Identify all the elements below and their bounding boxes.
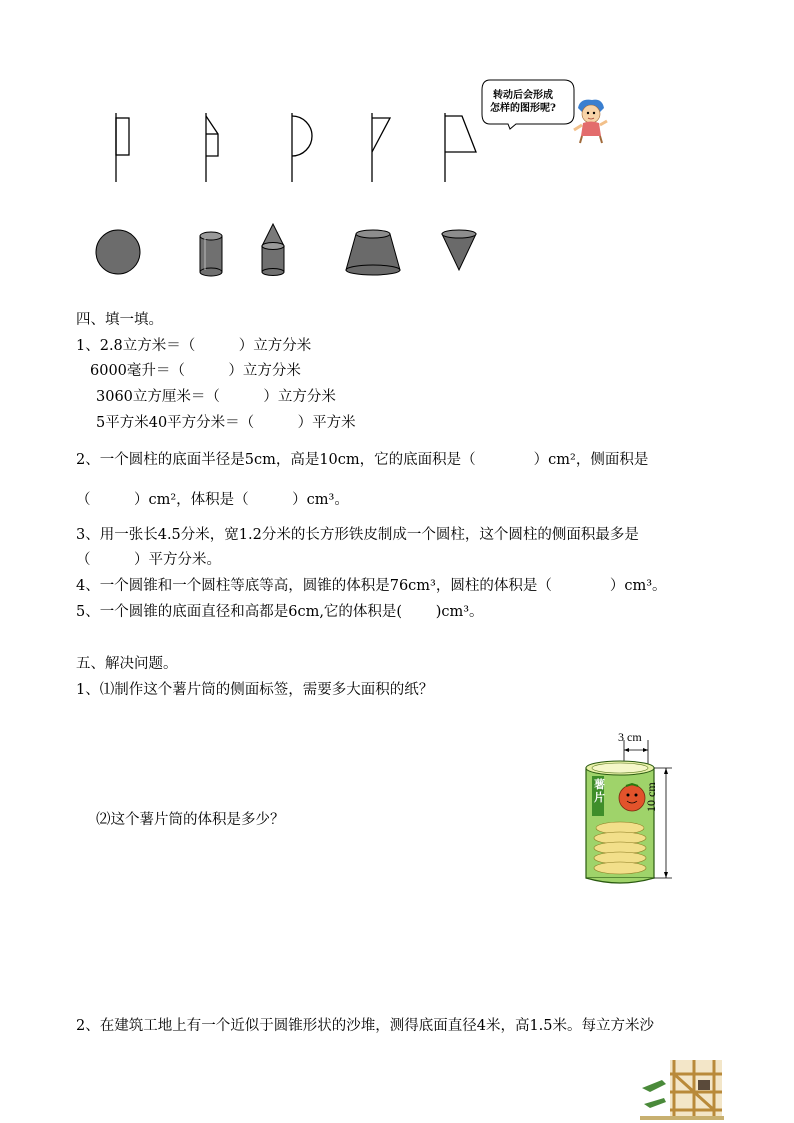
- rect-figure: [116, 113, 129, 182]
- inverted-cone-figure: [442, 230, 476, 270]
- rect-triangle-figure: [206, 113, 218, 182]
- q1-line-c: 3060立方厘米＝（ ）立方分米: [96, 389, 336, 405]
- q1-line-a: 1、2.8立方米＝（ ）立方分米: [76, 338, 312, 354]
- bubble-line-2: 怎样的图形呢?: [490, 103, 556, 114]
- q2-line-2: （ ）cm²，体积是（ ）cm³。: [76, 492, 349, 508]
- s5-q2-line: 2、在建筑工地上有一个近似于圆锥形状的沙堆，测得底面直径4米，高1.5米。每立方米沙: [76, 1018, 655, 1034]
- frustum-figure: [346, 230, 400, 275]
- s5-q1b: ⑵这个薯片筒的体积是多少？: [96, 812, 285, 828]
- chips-can-figure: [582, 728, 692, 888]
- q1-line-b: 6000毫升＝（ ）立方分米: [90, 363, 301, 379]
- q5-line: 5、一个圆锥的底面直径和高都是6cm,它的体积是( )cm³。: [76, 604, 484, 620]
- triangle-figure: [372, 113, 390, 182]
- q2-line-1: 2、一个圆柱的底面半径是5cm，高是10cm，它的底面积是（ ）cm²，侧面积是: [76, 452, 649, 468]
- can-label: 薯片: [594, 778, 605, 804]
- cone-cylinder-figure: [262, 224, 284, 276]
- q4-line: 4、一个圆锥和一个圆柱等底等高，圆锥的体积是76cm³，圆柱的体积是（ ）cm³。: [76, 578, 667, 594]
- q1-line-d: 5平方米40平方分米＝（ ）平方米: [96, 415, 356, 431]
- sphere-figure: [96, 230, 140, 274]
- can-side-dimension: 10 cm: [644, 782, 658, 812]
- section5-heading: 五、解决问题。: [76, 656, 178, 672]
- can-top-dimension: 3 cm: [618, 730, 642, 744]
- s5-q1a: 1、⑴制作这个薯片筒的侧面标签，需要多大面积的纸？: [76, 682, 434, 698]
- rotation-figures: [100, 108, 500, 188]
- bubble-line-1: 转动后会形成: [493, 90, 553, 101]
- trapezoid-figure: [445, 113, 476, 182]
- semicircle-figure: [292, 113, 312, 182]
- solid-figures: [90, 222, 490, 282]
- cartoon-girl: [570, 94, 610, 146]
- cylinder-figure: [200, 232, 222, 276]
- scaffold-illustration: [640, 1058, 724, 1120]
- q3-line-2: （ ）平方分米。: [76, 552, 221, 568]
- section4-heading: 四、填一填。: [76, 312, 163, 328]
- q3-line-1: 3、用一张长4.5分米，宽1.2分米的长方形铁皮制成一个圆柱，这个圆柱的侧面积最多是: [76, 527, 639, 543]
